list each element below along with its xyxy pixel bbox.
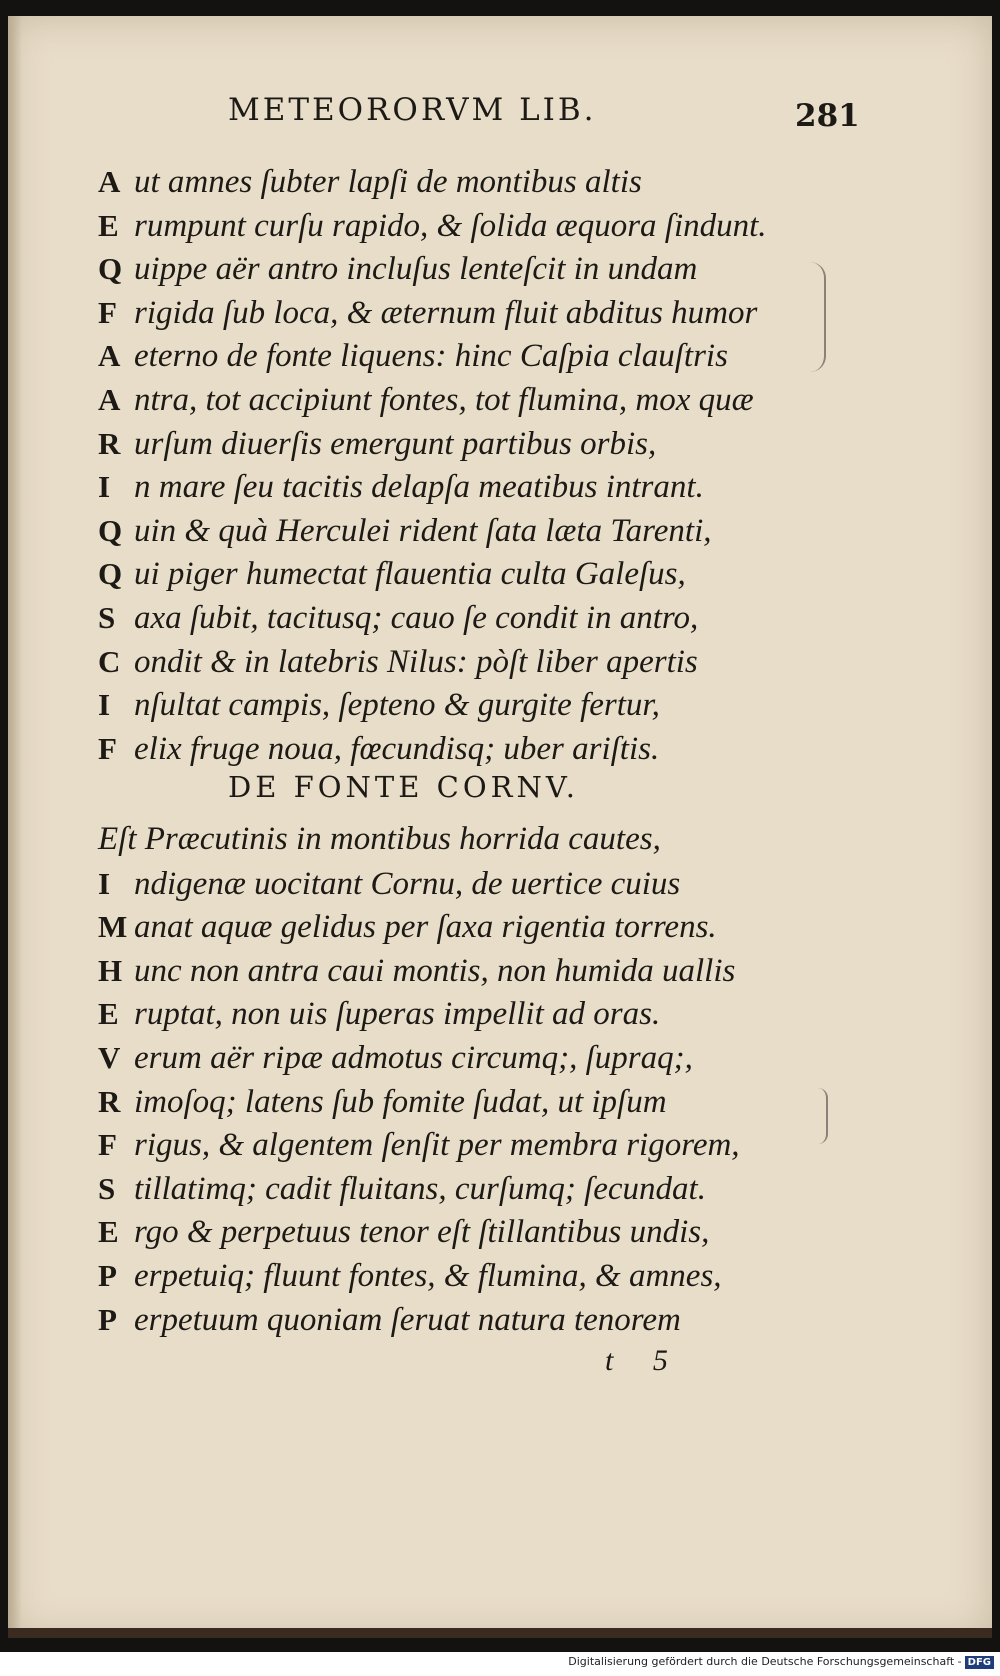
verse-initial: E <box>98 207 119 243</box>
verse-initial: Q <box>98 251 123 287</box>
verse-line <box>98 465 704 508</box>
verse-initial: I <box>98 687 111 723</box>
verse-text: ut amnes ſubter lapſi de montibus altis <box>134 164 642 200</box>
verse-initial: M <box>98 909 128 945</box>
verse-initial: P <box>98 1258 117 1293</box>
section-title: DE FONTE CORNV. <box>228 770 579 804</box>
verse-text: unc non antra caui montis, non humida uallis <box>134 952 736 989</box>
verse-initial: V <box>98 1040 121 1075</box>
verse-initial: C <box>98 643 121 679</box>
verse-text: ui piger humectat flauentia culta Galeſus, <box>134 556 686 593</box>
verse-text: erpetuum quoniam ſeruat natura tenorem <box>134 1301 681 1338</box>
verse-line <box>98 992 660 1035</box>
verse-initial: H <box>98 952 123 988</box>
verse-text: rgo & perpetuus tenor eſt ſtillantibus undis, <box>134 1214 710 1251</box>
verse-line <box>98 1123 740 1166</box>
verse-text: elix fruge noua, fœcundisq; uber ariſtis. <box>134 730 660 767</box>
verse-text: ondit & in latebris Nilus: pòſt liber apertis <box>134 643 698 680</box>
verse-text: rumpunt curſu rapido, & ſolida æquora ſindunt. <box>134 207 767 244</box>
verse-text: erum aër ripæ admotus circumq;, ſupraq;, <box>134 1040 693 1076</box>
verse-line <box>98 1080 667 1123</box>
verse-initial: F <box>98 1127 117 1163</box>
verse-line <box>98 334 728 377</box>
verse-text: anat aquæ gelidus per ſaxa rigentia torrens. <box>134 909 717 946</box>
verse-line <box>98 1036 693 1079</box>
verse-initial: R <box>98 1083 121 1119</box>
verse-text: urſum diuerſis emergunt partibus orbis, <box>134 425 657 462</box>
verse-initial: E <box>98 996 119 1032</box>
verse-line <box>98 1298 681 1341</box>
verse-initial: F <box>98 294 117 330</box>
page-bottom-edge <box>8 1628 992 1638</box>
verse-line <box>98 160 642 203</box>
dfg-logo: DFG <box>965 1656 994 1669</box>
verse-text: n mare ſeu tacitis delapſa meatibus intrant. <box>134 469 704 506</box>
verse-line <box>98 509 712 552</box>
verse-text: erpetuiq; fluunt fontes, & flumina, & amnes, <box>134 1258 722 1294</box>
verse-line <box>98 683 660 726</box>
verse-line <box>98 1167 706 1210</box>
pencil-bracket-mark <box>810 262 826 372</box>
verse-line <box>98 949 735 992</box>
running-head: METEORORVM LIB. <box>228 92 597 128</box>
verse-line <box>98 1210 709 1253</box>
verse-line <box>98 1254 722 1297</box>
verse-text: tillatimq; cadit fluitans, curſumq; ſecundat. <box>134 1170 706 1207</box>
credit-text: Digitalisierung gefördert durch die Deutsche Forschungsgemeinschaft - <box>568 1655 962 1668</box>
page-number: 281 <box>795 98 860 134</box>
verse-line <box>98 291 757 334</box>
verse-line <box>98 552 686 595</box>
page-gutter-shadow <box>8 16 22 1638</box>
verse-text: axa ſubit, tacitusq; cauo ſe condit in antro, <box>134 600 699 636</box>
verse-initial: F <box>98 730 117 766</box>
verse-text: eterno de fonte liquens: hinc Caſpia clauſtris <box>134 338 728 375</box>
verse-text: rigida ſub loca, & æternum fluit abditus humor <box>134 294 758 331</box>
verse-initial: R <box>98 425 121 461</box>
verse-line <box>98 640 698 683</box>
verse-line <box>98 247 697 290</box>
verse-line <box>98 596 698 639</box>
verse-initial: P <box>98 1301 117 1337</box>
verse-initial: Q <box>98 512 123 548</box>
verse-line <box>98 204 767 247</box>
digitization-credit <box>568 1655 994 1669</box>
verse-text: ruptat, non uis ſuperas impellit ad oras. <box>134 996 661 1033</box>
verse-text: nſultat campis, ſepteno & gurgite fertur, <box>134 687 660 724</box>
verse-initial: S <box>98 1170 116 1206</box>
verse-line <box>98 905 717 948</box>
verse-text: ndigenæ uocitant Cornu, de uertice cuius <box>134 865 681 902</box>
pencil-bracket-mark <box>818 1088 828 1144</box>
verse-text: uin & quà Herculei rident ſata læta Tarenti, <box>134 512 712 549</box>
verse-initial: Q <box>98 556 123 592</box>
verse-initial: E <box>98 1214 119 1250</box>
verse-line <box>98 818 661 861</box>
verse-initial: A <box>98 382 121 417</box>
verse-initial: A <box>98 338 121 374</box>
verse-initial: S <box>98 600 116 635</box>
verse-text: rigus, & algentem ſenſit per membra rigorem, <box>134 1127 740 1164</box>
verse-line <box>98 727 659 770</box>
verse-line <box>98 378 754 421</box>
verse-line <box>98 422 656 465</box>
verse-initial: A <box>98 164 121 199</box>
verse-initial: I <box>98 469 111 505</box>
verse-line <box>98 862 680 905</box>
verse-text: Eſt Præcutinis in montibus horrida cautes, <box>98 821 661 857</box>
verse-initial: I <box>98 865 111 901</box>
verse-text: imoſoq; latens ſub fomite ſudat, ut ipſum <box>134 1083 667 1120</box>
catchword: t 5 <box>605 1344 684 1377</box>
verse-text: uippe aër antro incluſus lenteſcit in undam <box>134 251 698 288</box>
verse-text: ntra, tot accipiunt fontes, tot flumina, mox quæ <box>134 382 754 418</box>
